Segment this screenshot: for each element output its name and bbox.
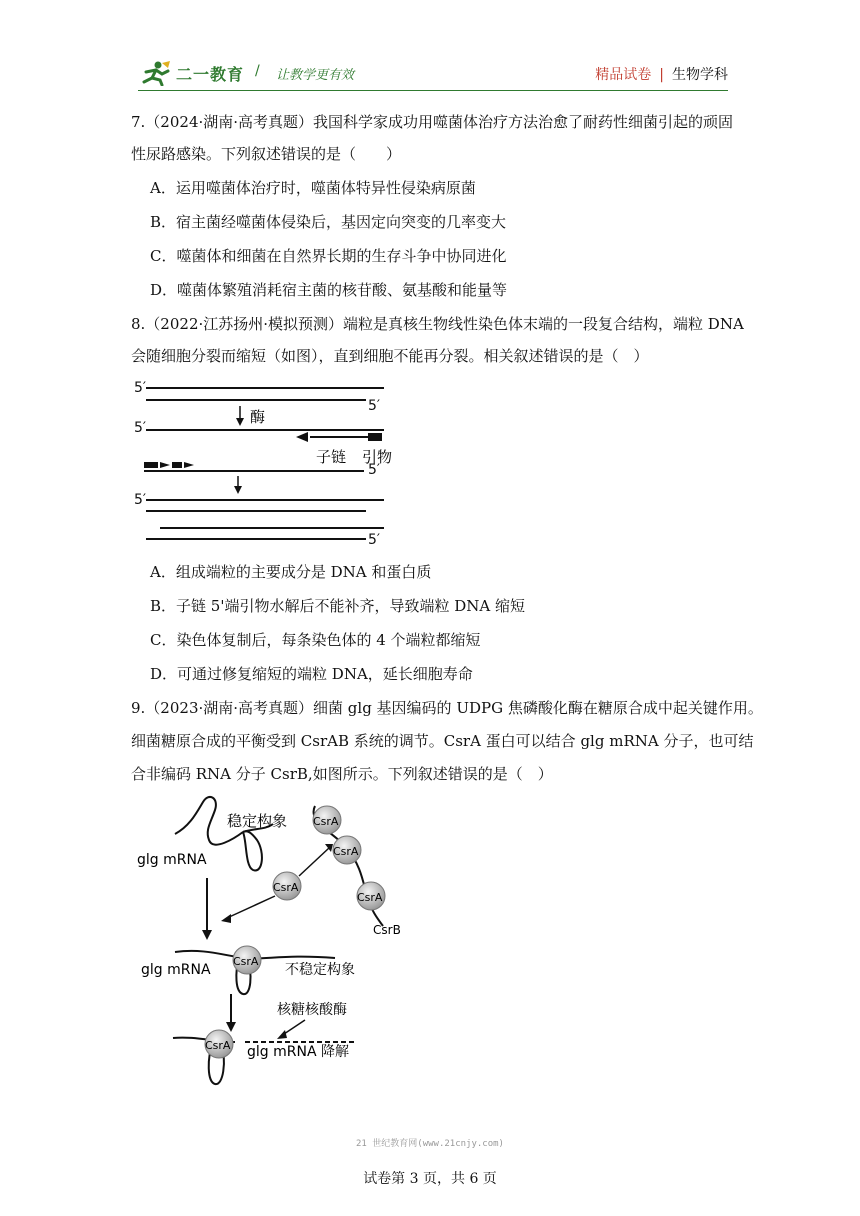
csrb-label: CsrB — [373, 923, 401, 937]
q8-option-b: B．子链 5'端引物水解后不能补齐，导致端粒 DNA 缩短 — [150, 597, 525, 615]
five-prime-label: 5′ — [134, 380, 147, 396]
csra-label: CsrA — [357, 891, 383, 904]
q8-stem-line2: 会随细胞分裂而缩短（如图），直到细胞不能再分裂。相关叙述错误的是（ ） — [131, 347, 649, 365]
page-number: 试卷第 3 页，共 6 页 — [363, 1171, 497, 1187]
header-rule — [138, 90, 728, 91]
brand-slogan: 让教学更有效 — [276, 68, 355, 83]
telomere-figure — [130, 374, 400, 550]
csra-label: CsrA — [205, 1039, 231, 1052]
q7-option-d: D．噬菌体繁殖消耗宿主菌的核苷酸、氨基酸和能量等 — [150, 281, 508, 299]
unstable-conformation-label: 不稳定构象 — [285, 962, 355, 978]
five-prime-label: 5′ — [134, 420, 147, 436]
q9-stem-line2: 细菌糖原合成的平衡受到 CsrAB 系统的调节。CsrA 蛋白可以结合 glg mRNA 分子，也可结 — [131, 732, 754, 750]
q7-option-a: A．运用噬菌体治疗时，噬菌体特异性侵染病原菌 — [150, 179, 476, 197]
header-separator: | — [659, 67, 664, 83]
q7-option-c: C．噬菌体和细菌在自然界长期的生存斗争中协同进化 — [150, 247, 507, 265]
header-tag: 精品试卷 — [595, 67, 652, 83]
header-right — [595, 64, 728, 84]
q8-stem-line1: 8.（2022·江苏扬州·模拟预测）端粒是真核生物线性染色体末端的一段复合结构，端粒 DNA — [131, 315, 744, 333]
running-figure-logo-icon — [138, 60, 172, 86]
q8-option-d: D．可通过修复缩短的端粒 DNA，延长细胞寿命 — [150, 665, 473, 683]
q7-option-b: B．宿主菌经噬菌体侵染后，基因定向突变的几率变大 — [150, 213, 507, 231]
five-prime-label: 5′ — [368, 532, 381, 548]
enzyme-label: 酶 — [250, 408, 266, 426]
footer-website: 21 世纪教育网(www.21cnjy.com) — [356, 1139, 504, 1149]
page-header — [138, 60, 728, 88]
glg-mrna-degradation-label: glg mRNA 降解 — [247, 1044, 349, 1060]
csra-label: CsrA — [273, 881, 299, 894]
q7-stem-line2: 性尿路感染。下列叙述错误的是（ ） — [131, 145, 402, 163]
glg-mrna-label: glg mRNA — [141, 962, 211, 978]
stable-conformation-label: 稳定构象 — [227, 812, 288, 830]
primer-label: 引物 — [362, 448, 393, 466]
ribonuclease-label: 核糖核酸酶 — [277, 1002, 347, 1018]
daughter-strand-label: 子链 — [316, 448, 347, 466]
five-prime-label: 5′ — [368, 462, 381, 478]
five-prime-label: 5′ — [368, 398, 381, 414]
csra-label: CsrA — [313, 815, 339, 828]
header-subject: 生物学科 — [672, 67, 728, 83]
csrab-figure — [135, 792, 415, 1092]
q8-option-c: C．染色体复制后，每条染色体的 4 个端粒都缩短 — [150, 631, 481, 649]
csra-label: CsrA — [233, 955, 259, 968]
header-slash: / — [255, 63, 260, 79]
q9-stem-line3: 合非编码 RNA 分子 CsrB,如图所示。下列叙述错误的是（ ） — [131, 765, 553, 783]
q8-option-a: A．组成端粒的主要成分是 DNA 和蛋白质 — [150, 563, 432, 581]
q9-stem-line1: 9.（2023·湖南·高考真题）细菌 glg 基因编码的 UDPG 焦磷酸化酶在糖原合成中起关键作用。 — [131, 699, 763, 717]
five-prime-label: 5′ — [134, 492, 147, 508]
q7-stem-line1: 7.（2024·湖南·高考真题）我国科学家成功用噬菌体治疗方法治愈了耐药性细菌引起的顽固 — [131, 113, 734, 131]
glg-mrna-label: glg mRNA — [137, 852, 207, 868]
brand-name: 二一教育 — [176, 65, 245, 84]
csra-label: CsrA — [333, 845, 359, 858]
